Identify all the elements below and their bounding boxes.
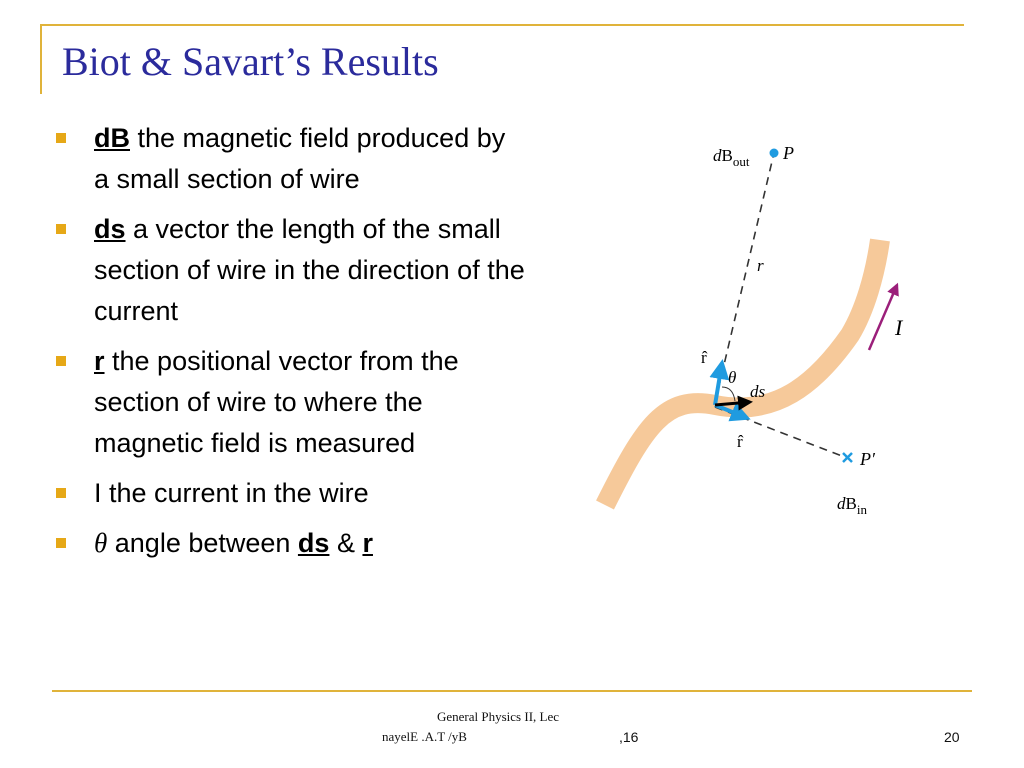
- point-p-prime: [843, 453, 852, 462]
- bullet-marker: [56, 224, 66, 234]
- bullet-db-text: the magnetic field produced by a small section of wire: [94, 123, 506, 194]
- term-db: dB: [94, 123, 130, 153]
- frame-left-line: [40, 24, 42, 94]
- term-r: r: [94, 346, 105, 376]
- biot-savart-diagram: [585, 125, 925, 535]
- bullet-marker: [56, 133, 66, 143]
- bullet-marker: [56, 356, 66, 366]
- bullet-theta: [56, 523, 526, 564]
- bullet-db: [56, 118, 526, 200]
- label-p-prime: P′: [860, 449, 875, 469]
- footer-author: nayelE .A.T /yB: [382, 729, 467, 744]
- footer-course: General Physics II, Lec: [437, 709, 560, 724]
- bullet-theta-text: angle between: [107, 528, 298, 558]
- label-p: P: [783, 143, 794, 163]
- term-r-ref: r: [362, 528, 373, 558]
- bullet-ds-text: a vector the length of the small section of wire in the direction of the current: [94, 214, 525, 326]
- bullet-r: [56, 341, 526, 464]
- frame-top-line: [40, 24, 964, 26]
- label-db-in: $dB_{in}$: [837, 494, 867, 517]
- label-r: r: [757, 256, 764, 275]
- footer-line: [52, 690, 972, 692]
- wire: [605, 240, 880, 505]
- page-number: 20: [944, 729, 960, 745]
- bullet-marker: [56, 488, 66, 498]
- bullet-current: [56, 473, 526, 514]
- label-rhat-bottom: r̂: [737, 432, 743, 451]
- bullet-ds: [56, 209, 526, 332]
- label-db-out: $dB_{out}$: [713, 146, 750, 169]
- label-rhat-top: r̂: [701, 348, 707, 367]
- slide-title: Biot & Savart’s Results: [62, 39, 439, 84]
- term-theta: θ: [94, 528, 108, 558]
- r-line-to-p: [715, 153, 774, 403]
- bullet-current-text: I the current in the wire: [94, 478, 369, 508]
- label-ds: ds: [750, 382, 766, 401]
- bullet-r-text: the positional vector from the section of wire to where the magnetic field is measured: [94, 346, 459, 458]
- label-theta: θ: [728, 368, 737, 387]
- point-p: [770, 149, 779, 158]
- bullet-list: [56, 118, 526, 573]
- ampersand: &: [329, 528, 363, 558]
- footer-date: ,16: [619, 729, 639, 745]
- label-current-i: I: [895, 315, 903, 340]
- bullet-marker: [56, 538, 66, 548]
- term-ds-ref: ds: [297, 528, 330, 558]
- term-ds: ds: [94, 214, 126, 244]
